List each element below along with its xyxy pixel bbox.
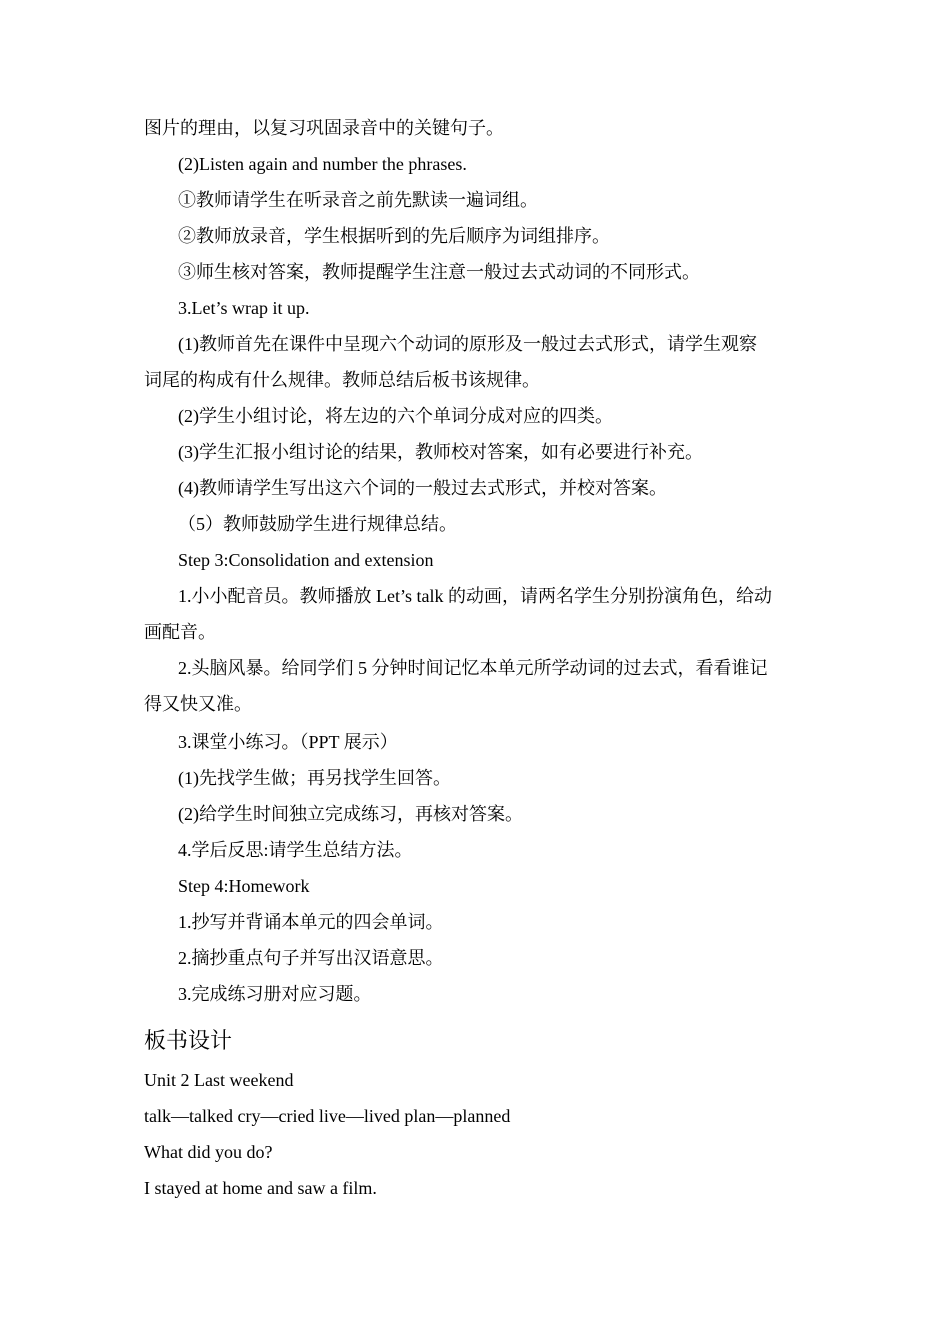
text-line: 4.学后反思:请学生总结方法。 <box>178 840 413 860</box>
text-line: 画配音。 <box>144 622 216 642</box>
text-line: 图片的理由，以复习巩固录音中的关键句子。 <box>144 118 504 138</box>
text-line: 2.摘抄重点句子并写出汉语意思。 <box>178 948 444 968</box>
board-unit-title: Unit 2 Last weekend <box>144 1070 294 1090</box>
board-answer: I stayed at home and saw a film. <box>144 1178 377 1198</box>
text-line: (3)学生汇报小组讨论的结果，教师校对答案，如有必要进行补充。 <box>178 442 703 462</box>
text-line: 3.Let’s wrap it up. <box>178 298 310 318</box>
text-line: （5）教师鼓励学生进行规律总结。 <box>178 514 457 534</box>
text-line: 1.小小配音员。教师播放 Let’s talk 的动画，请两名学生分别扮演角色，给动 <box>178 586 772 606</box>
text-line: (2)给学生时间独立完成练习，再核对答案。 <box>178 804 523 824</box>
board-question: What did you do? <box>144 1142 273 1162</box>
text-line: (4)教师请学生写出这六个词的一般过去式形式，并校对答案。 <box>178 478 667 498</box>
text-line: Step 4:Homework <box>178 876 310 896</box>
text-line: (2)Listen again and number the phrases. <box>178 154 467 174</box>
text-line: 2.头脑风暴。给同学们 5 分钟时间记忆本单元所学动词的过去式，看看谁记 <box>178 658 768 678</box>
section-heading: 板书设计 <box>144 1029 233 1054</box>
text-line: 3.课堂小练习。（PPT 展示） <box>178 732 398 752</box>
text-line: ①教师请学生在听录音之前先默读一遍词组。 <box>178 190 538 210</box>
text-line: ②教师放录音，学生根据听到的先后顺序为词组排序。 <box>178 226 610 246</box>
text-line: ③师生核对答案，教师提醒学生注意一般过去式动词的不同形式。 <box>178 262 700 282</box>
text-line: 1.抄写并背诵本单元的四会单词。 <box>178 912 444 932</box>
text-line: 词尾的构成有什么规律。教师总结后板书该规律。 <box>144 370 540 390</box>
text-line: 3.完成练习册对应习题。 <box>178 984 372 1004</box>
text-line: (1)先找学生做；再另找学生回答。 <box>178 768 451 788</box>
board-verb-forms: talk—talked cry—cried live—lived plan—planned <box>144 1106 511 1126</box>
text-line: Step 3:Consolidation and extension <box>178 550 434 570</box>
text-line: (1)教师首先在课件中呈现六个动词的原形及一般过去式形式，请学生观察 <box>178 334 757 354</box>
text-line: (2)学生小组讨论，将左边的六个单词分成对应的四类。 <box>178 406 613 426</box>
text-line: 得又快又准。 <box>144 694 252 714</box>
